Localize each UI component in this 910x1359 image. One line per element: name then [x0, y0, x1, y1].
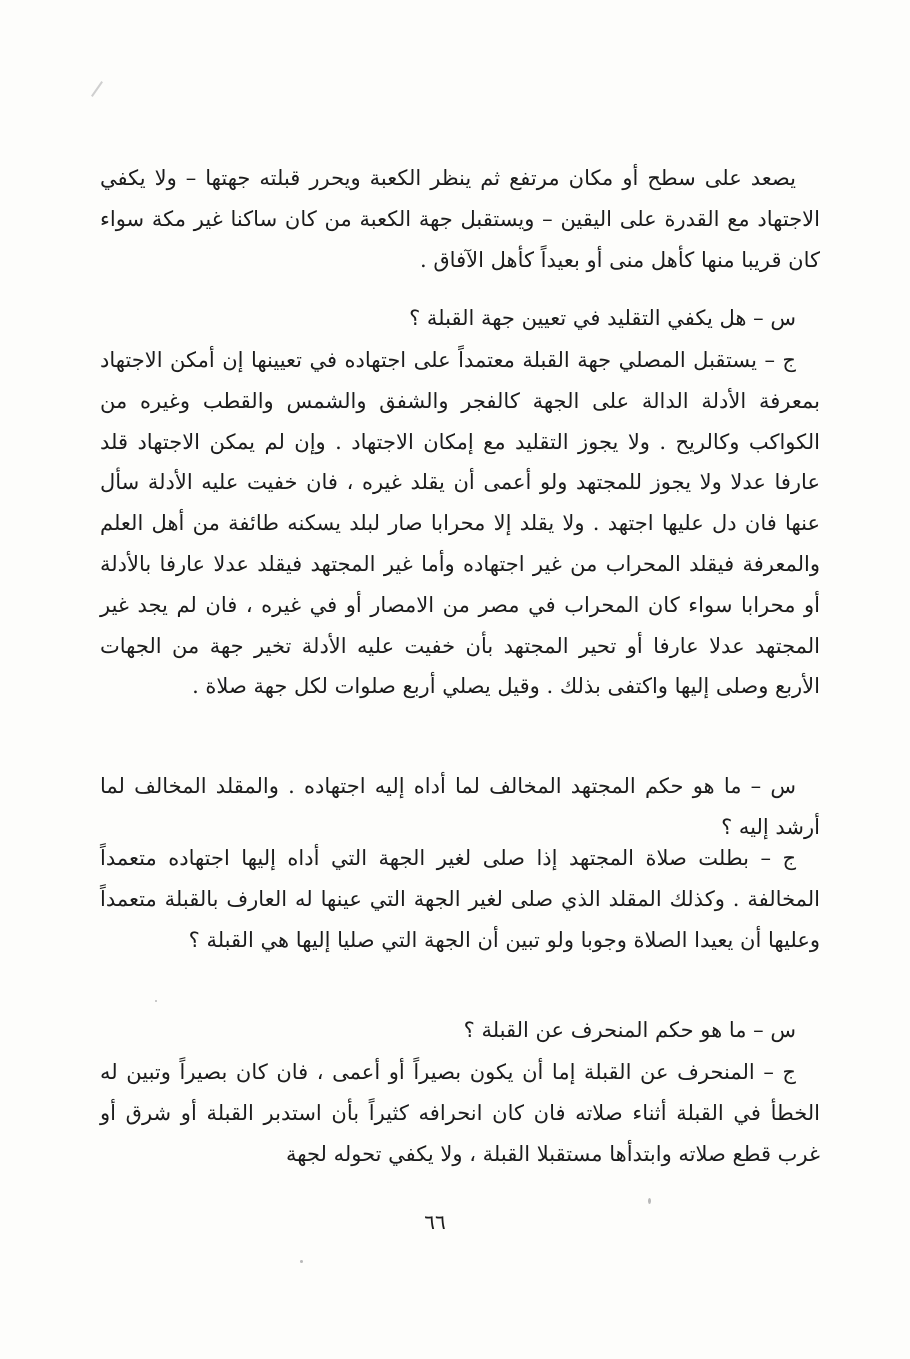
- text-paragraph-1: [100, 158, 820, 280]
- answer-text: ج – بطلت صلاة المجتهد إذا صلى لغير الجهة التي أداه إليها اجتهاده متعمداً المخالفة . وكذلك المقلد الذي صلى لغير الجهة التي عينها له العارف بالقبلة متعمداً وعليها أن يعيدا الصلاة وجوبا ولو تبين أن الجهة التي صليا إليها هي القبلة ؟: [100, 846, 820, 952]
- question-paragraph-1: [100, 298, 820, 339]
- question-paragraph-2: [100, 766, 820, 848]
- answer-paragraph-2: [100, 838, 820, 960]
- question-text: س – ما هو حكم المجتهد المخالف لما أداه إليه اجتهاده . والمقلد المخالف لما أرشد إليه ؟: [100, 774, 820, 839]
- paper-speck: [648, 1198, 651, 1204]
- question-text: س – هل يكفي التقليد في تعيين جهة القبلة ؟: [409, 306, 796, 330]
- answer-text: ج – المنحرف عن القبلة إما أن يكون بصيراً أو أعمى ، فان كان بصيراً وتبين له الخطأ في القبلة أثناء صلاته فان كان انحرافه كثيراً بأن استدبر القبلة أو شرق أو غرب قطع صلاته وابتدأها مستقبلا القبلة ، ولا يكفي تحوله لجهة: [100, 1060, 820, 1166]
- answer-paragraph-1: [100, 340, 820, 707]
- pencil-mark: [91, 81, 103, 97]
- answer-paragraph-3: [100, 1052, 820, 1174]
- question-paragraph-3: [100, 1010, 820, 1051]
- paragraph-text: يصعد على سطح أو مكان مرتفع ثم ينظر الكعبة ويحرر قبلته جهتها – ولا يكفي الاجتهاد مع القدرة على اليقين – ويستقبل جهة الكعبة من كان ساكنا غير مكة سواء كان قريبا منها كأهل منى أو بعيداً كأهل الآفاق .: [100, 166, 820, 272]
- page-number: ٦٦: [424, 1210, 446, 1234]
- answer-text: ج – يستقبل المصلي جهة القبلة معتمداً على اجتهاده في تعيينها إن أمكن الاجتهاد بمعرفة الأدلة الدالة على الجهة كالفجر والشفق والشمس والقطب وغيره من الكواكب وكالريح . ولا يجوز التقليد مع إمكان الاجتهاد . وإن لم يمكن الاجتهاد قلد عارفا عدلا ولا يجوز للمجتهد ولو أعمى أن يقلد غيره ، فان خفيت عليه الأدلة سأل عنها فان دل عليها اجتهد . ولا يقلد إلا محرابا صار لبلد يسكنه طائفة من أهل العلم والمعرفة فيقلد المحراب من غير اجتهاده وأما غير المجتهد فيقلد عدلا عارفا بالأدلة أو محرابا سواء كان المحراب في مصر من الامصار أو في غيره ، فان لم يجد غير المجتهد عدلا عارفا أو تحير المجتهد بأن خفيت عليه الأدلة تخير جهة من الجهات الأربع وصلى إليها واكتفى بذلك . وقيل يصلي أربع صلوات لكل جهة صلاة .: [100, 348, 820, 699]
- question-text: س – ما هو حكم المنحرف عن القبلة ؟: [463, 1018, 796, 1042]
- paper-speck: [300, 1260, 303, 1263]
- paper-speck: [155, 1000, 157, 1002]
